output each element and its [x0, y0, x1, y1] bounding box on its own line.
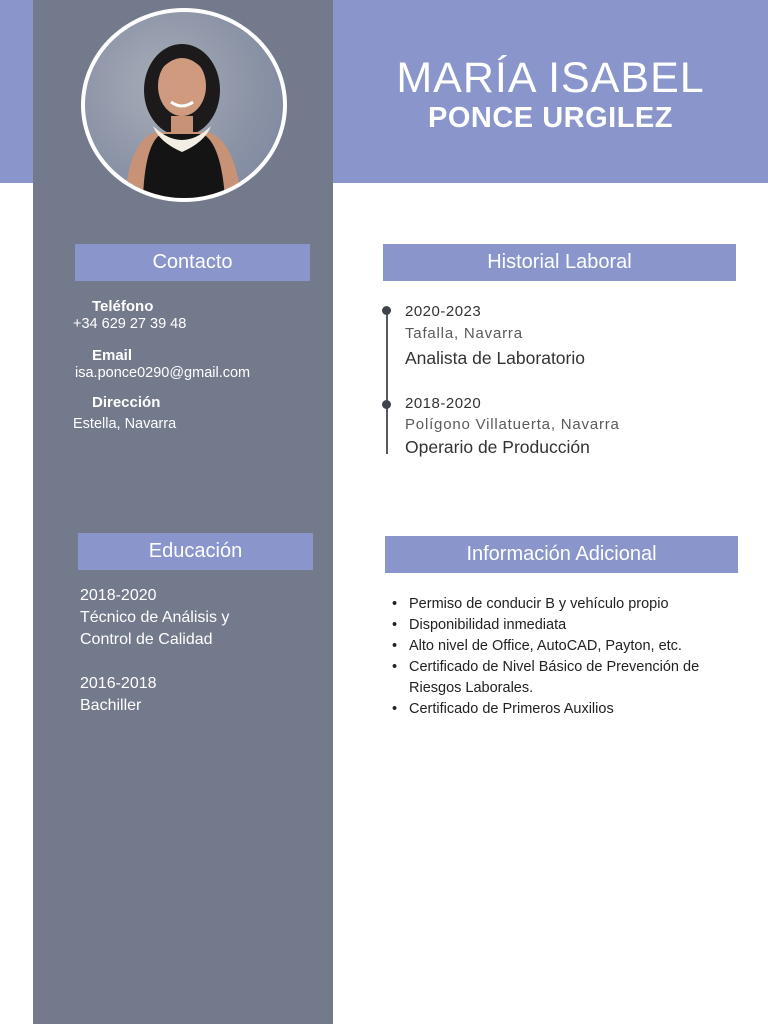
- address-label: Dirección: [92, 394, 161, 411]
- job-location: Polígono Villatuerta, Navarra: [405, 416, 620, 433]
- name-first: MARÍA ISABEL: [396, 54, 705, 102]
- email-label: Email: [92, 347, 133, 364]
- list-item: • Certificado de Primeros Auxilios: [385, 699, 745, 720]
- contact-heading: Contacto: [75, 244, 310, 281]
- job-years: 2020-2023: [405, 303, 482, 320]
- job-title: Operario de Producción: [405, 437, 590, 457]
- education-years: 2016-2018: [80, 675, 157, 692]
- phone-label: Teléfono: [92, 298, 154, 315]
- work-heading: Historial Laboral: [383, 244, 736, 281]
- address-value: Estella, Navarra: [73, 416, 177, 432]
- education-degree: Técnico de Análisis y: [80, 609, 230, 626]
- list-item: • Disponibilidad inmediata: [385, 615, 745, 636]
- timeline-line: [386, 309, 388, 454]
- additional-info-heading: Información Adicional: [385, 536, 738, 573]
- timeline-dot: [382, 400, 391, 409]
- job-years: 2018-2020: [405, 395, 482, 412]
- list-item: • Certificado de Nivel Básico de Prevención de Riesgos Laborales.: [385, 657, 745, 699]
- education-degree: Bachiller: [80, 697, 142, 714]
- job-title: Analista de Laboratorio: [405, 348, 585, 368]
- profile-photo: [81, 8, 287, 202]
- additional-info-list: [385, 594, 745, 720]
- name-last: PONCE URGILEZ: [428, 102, 673, 134]
- email-value: isa.ponce0290@gmail.com: [75, 365, 251, 381]
- education-years: 2018-2020: [80, 587, 157, 604]
- phone-value: +34 629 27 39 48: [73, 316, 187, 332]
- education-item: [80, 585, 229, 651]
- list-item: • Alto nivel de Office, AutoCAD, Payton, etc.: [385, 636, 745, 657]
- education-item: [80, 673, 157, 717]
- timeline-dot: [382, 306, 391, 315]
- list-item: • Permiso de conducir B y vehículo propio: [385, 594, 745, 615]
- education-degree-cont: Control de Calidad: [80, 631, 213, 648]
- education-heading: Educación: [78, 533, 313, 570]
- job-location: Tafalla, Navarra: [405, 325, 523, 342]
